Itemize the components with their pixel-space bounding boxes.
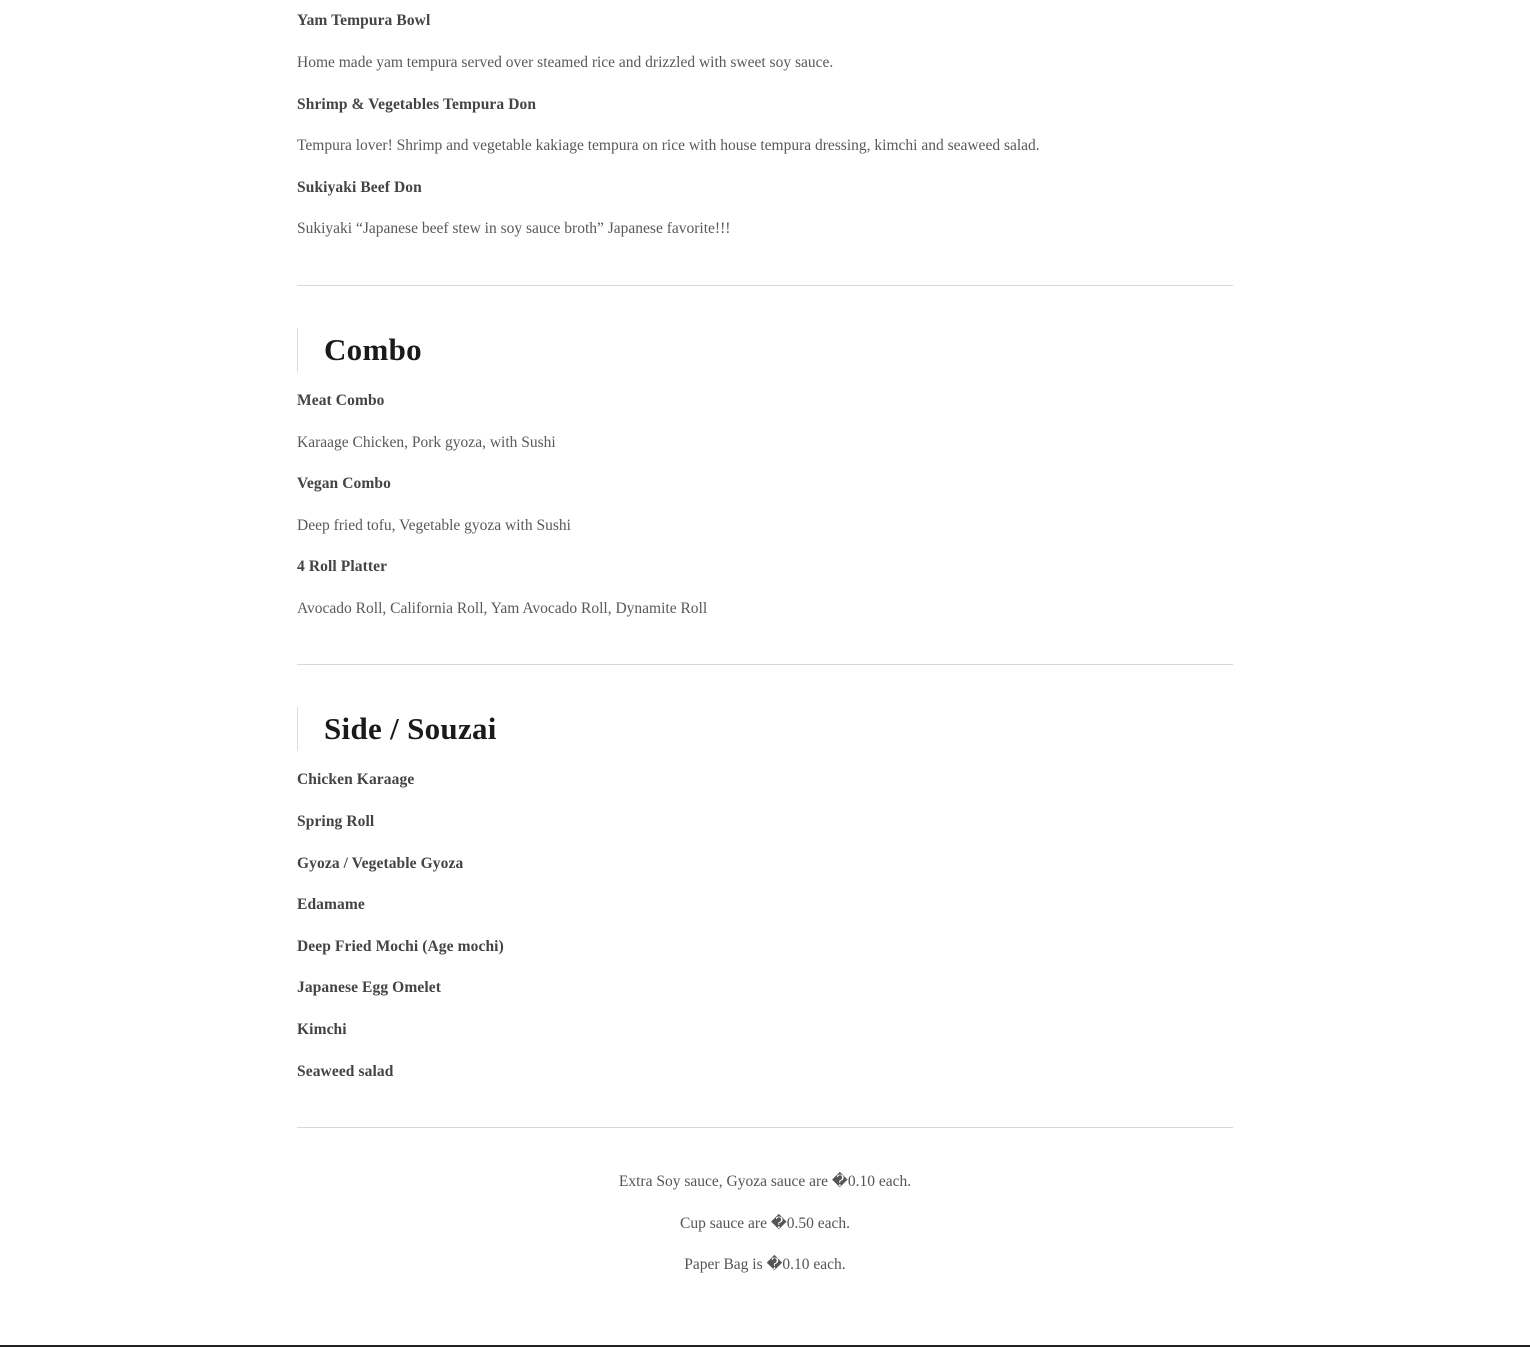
footer-note: Paper Bag is �0.10 each. xyxy=(684,1256,846,1273)
section-divider xyxy=(297,285,1233,286)
menu-item-name: Spring Roll xyxy=(297,813,375,830)
menu-item-description: Home made yam tempura served over steamed rice and drizzled with sweet soy sauce. xyxy=(297,54,834,71)
section-heading-side xyxy=(297,707,497,751)
menu-item-name: Meat Combo xyxy=(297,392,385,409)
menu-item-description: Deep fried tofu, Vegetable gyoza with Sushi xyxy=(297,517,571,534)
menu-item-name: Seaweed salad xyxy=(297,1063,394,1080)
menu-item-name: 4 Roll Platter xyxy=(297,558,388,575)
menu-item-name: Yam Tempura Bowl xyxy=(297,12,431,29)
menu-item-name: Kimchi xyxy=(297,1021,347,1038)
menu-item-description: Sukiyaki “Japanese beef stew in soy sauce broth” Japanese favorite!!! xyxy=(297,220,731,237)
menu-item-name: Gyoza / Vegetable Gyoza xyxy=(297,855,464,872)
footer-note: Extra Soy sauce, Gyoza sauce are �0.10 each. xyxy=(618,1173,912,1190)
menu-item-description: Karaage Chicken, Pork gyoza, with Sushi xyxy=(297,434,556,451)
menu-item-name: Japanese Egg Omelet xyxy=(297,979,441,996)
menu-item-name: Deep Fried Mochi (Age mochi) xyxy=(297,938,504,955)
menu-item-name: Chicken Karaage xyxy=(297,771,415,788)
footer-note: Cup sauce are �0.50 each. xyxy=(680,1215,850,1232)
menu-item-description: Avocado Roll, California Roll, Yam Avocado Roll, Dynamite Roll xyxy=(297,600,708,617)
menu-item-name: Shrimp & Vegetables Tempura Don xyxy=(297,96,537,113)
menu-item-name: Vegan Combo xyxy=(297,475,391,492)
section-divider xyxy=(297,664,1233,665)
menu-item-description: Tempura lover! Shrimp and vegetable kakiage tempura on rice with house tempura dressing, kimchi and seaweed salad. xyxy=(297,137,1040,154)
menu-item-name: Edamame xyxy=(297,896,365,913)
section-divider xyxy=(297,1127,1233,1128)
section-heading-combo xyxy=(297,328,422,372)
section-title: Combo xyxy=(324,332,422,367)
menu-item-name: Sukiyaki Beef Don xyxy=(297,179,422,196)
section-title: Side / Souzai xyxy=(324,711,497,746)
